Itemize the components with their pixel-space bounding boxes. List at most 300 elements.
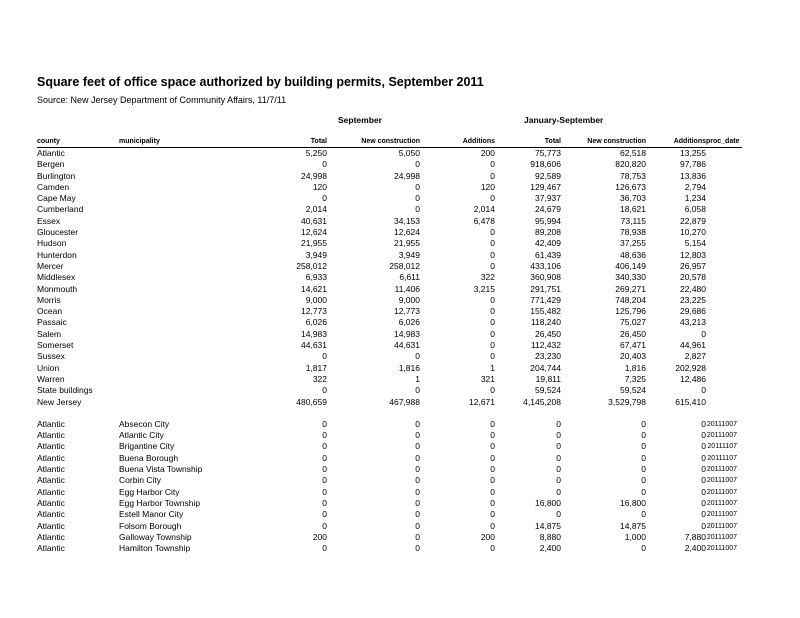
ytd-total-cell: 59,524 — [535, 385, 561, 396]
proc-date-cell — [706, 159, 742, 170]
ytd-new-construction-cell: 36,703 — [620, 193, 646, 204]
sep-new-construction-cell: 0 — [415, 193, 420, 204]
proc-date-cell: 20111007 — [706, 499, 737, 507]
county-cell: Atlantic — [37, 464, 65, 475]
county-row — [37, 317, 742, 328]
sep-total-cell: 14,983 — [301, 328, 327, 339]
ytd-new-construction-cell: 748,204 — [615, 294, 646, 305]
county-cell: Sussex — [37, 351, 65, 362]
municipality-cell — [119, 397, 212, 408]
ytd-additions-cell: 43,213 — [680, 317, 706, 328]
county-row — [37, 261, 742, 272]
county-row — [37, 374, 742, 385]
ytd-additions-cell: 0 — [701, 520, 706, 531]
sep-additions-cell: 120 — [480, 181, 495, 192]
sep-additions-cell: 1 — [490, 362, 495, 373]
ytd-total-cell: 918,606 — [530, 159, 561, 170]
sep-total-cell: 0 — [322, 441, 327, 452]
sep-new-construction-cell: 467,988 — [389, 396, 420, 407]
county-cell: Camden — [37, 181, 70, 192]
sep-new-construction-cell: 0 — [415, 159, 420, 170]
sep-new-construction-cell: 0 — [415, 475, 420, 486]
municipality-cell: Brigantine City — [119, 441, 175, 452]
sep-new-construction-cell: 0 — [415, 497, 420, 508]
sep-total-cell: 200 — [312, 531, 327, 542]
column-header-row — [37, 136, 742, 148]
ytd-total-cell: 129,467 — [530, 181, 561, 192]
sep-new-construction-cell: 9,000 — [398, 294, 420, 305]
county-row — [37, 204, 742, 215]
proc-date-cell: 20111007 — [706, 511, 737, 519]
proc-date-cell — [706, 317, 742, 328]
county-cell: Cumberland — [37, 204, 84, 215]
county-cell: Atlantic — [37, 509, 65, 520]
sep-additions-cell: 0 — [490, 328, 495, 339]
county-cell: Atlantic — [37, 430, 65, 441]
municipality-row — [37, 419, 742, 430]
municipality-row — [37, 509, 742, 520]
ytd-new-construction-cell: 16,800 — [620, 497, 646, 508]
source-note: Source: New Jersey Department of Community Affairs, 11/7/11 — [37, 95, 287, 105]
ytd-new-construction-cell: 340,330 — [615, 272, 646, 283]
sep-total-cell: 0 — [322, 464, 327, 475]
municipality-cell: Hamilton Township — [119, 543, 191, 554]
ytd-new-construction-cell: 26,450 — [620, 328, 646, 339]
sep-total-cell: 5,250 — [305, 148, 327, 158]
ytd-additions-cell: 22,879 — [680, 215, 706, 226]
ytd-total-cell: 771,429 — [530, 294, 561, 305]
col-sep-additions: Additions — [420, 136, 495, 148]
sep-new-construction-cell: 12,624 — [394, 227, 420, 238]
county-row — [37, 284, 742, 295]
ytd-new-construction-cell: 125,796 — [615, 306, 646, 317]
proc-date-cell — [706, 363, 742, 374]
ytd-additions-cell: 2,400 — [684, 543, 706, 554]
ytd-new-construction-cell: 0 — [641, 509, 646, 520]
ytd-total-cell: 14,875 — [535, 520, 561, 531]
sep-total-cell: 258,012 — [296, 260, 327, 271]
ytd-additions-cell: 6,058 — [684, 204, 706, 215]
sep-new-construction-cell: 6,611 — [399, 272, 420, 283]
ytd-total-cell: 2,400 — [539, 543, 561, 554]
ytd-total-cell: 92,589 — [535, 170, 561, 181]
proc-date-cell: 20111007 — [706, 420, 737, 428]
sep-total-cell: 0 — [322, 486, 327, 497]
ytd-total-cell: 42,409 — [535, 238, 561, 249]
proc-date-cell — [706, 193, 742, 204]
ytd-additions-cell: 44,961 — [680, 340, 706, 351]
ytd-total-cell: 0 — [556, 464, 561, 475]
ytd-total-cell: 37,937 — [535, 193, 561, 204]
sep-new-construction-cell: 1 — [415, 373, 420, 384]
county-cell: Warren — [37, 373, 65, 384]
ytd-additions-cell: 97,786 — [680, 159, 706, 170]
municipality-cell — [119, 374, 212, 385]
municipality-cell — [119, 317, 212, 328]
sep-additions-cell: 0 — [490, 475, 495, 486]
sep-new-construction-cell: 0 — [415, 543, 420, 554]
municipality-row — [37, 464, 742, 475]
sep-total-cell: 480,659 — [296, 396, 327, 407]
proc-date-cell — [706, 272, 742, 283]
county-cell: Hunterdon — [37, 249, 77, 260]
sep-total-cell: 0 — [322, 351, 327, 362]
ytd-additions-cell: 2,794 — [684, 181, 706, 192]
sep-new-construction-cell: 258,012 — [389, 260, 420, 271]
county-row — [37, 306, 742, 317]
proc-date-cell — [706, 227, 742, 238]
sep-total-cell: 0 — [322, 430, 327, 441]
ytd-new-construction-cell: 67,471 — [620, 340, 646, 351]
municipality-cell: Egg Harbor City — [119, 486, 180, 497]
county-cell: Atlantic — [37, 531, 65, 542]
municipality-cell: Corbin City — [119, 475, 162, 486]
municipality-cell — [119, 182, 212, 193]
proc-date-cell: 20111107 — [707, 454, 737, 462]
county-cell: Atlantic — [37, 452, 65, 463]
ytd-total-cell: 360,908 — [530, 272, 561, 283]
proc-date-cell — [706, 148, 742, 160]
proc-date-cell — [706, 204, 742, 215]
ytd-total-cell: 24,679 — [535, 204, 561, 215]
county-cell: State buildings — [37, 385, 93, 396]
county-cell: Bergen — [37, 159, 65, 170]
sep-total-cell: 0 — [322, 543, 327, 554]
proc-date-cell — [706, 329, 742, 340]
municipality-cell — [119, 250, 212, 261]
sep-additions-cell: 321 — [480, 373, 495, 384]
county-row — [37, 250, 742, 261]
sep-total-cell: 1,817 — [305, 362, 327, 373]
ytd-total-cell: 8,880 — [539, 531, 561, 542]
ytd-total-cell: 155,482 — [530, 306, 561, 317]
county-cell: Passaic — [37, 317, 67, 328]
september-group-header: September — [338, 115, 382, 125]
sep-new-construction-cell: 6,026 — [398, 317, 420, 328]
municipality-cell — [119, 295, 212, 306]
county-cell: Middlesex — [37, 272, 76, 283]
county-row — [37, 193, 742, 204]
proc-date-cell: 20111007 — [706, 545, 737, 553]
ytd-new-construction-cell: 62,518 — [620, 148, 646, 158]
sep-additions-cell: 0 — [490, 351, 495, 362]
ytd-new-construction-cell: 0 — [641, 418, 646, 429]
ytd-group-header: January-September — [524, 115, 604, 125]
sep-new-construction-cell: 34,153 — [394, 215, 420, 226]
sep-additions-cell: 0 — [490, 430, 495, 441]
municipality-cell — [119, 385, 212, 396]
municipality-cell — [119, 329, 212, 340]
ytd-additions-cell: 7,880 — [684, 531, 706, 542]
sep-new-construction-cell: 0 — [415, 204, 420, 215]
ytd-total-cell: 95,994 — [535, 215, 561, 226]
sep-new-construction-cell: 0 — [415, 464, 420, 475]
ytd-new-construction-cell: 59,524 — [620, 385, 646, 396]
sep-new-construction-cell: 21,955 — [394, 238, 420, 249]
sep-new-construction-cell: 11,406 — [394, 283, 420, 294]
municipality-cell — [119, 227, 212, 238]
sep-total-cell: 9,000 — [305, 294, 327, 305]
county-cell: Atlantic — [37, 475, 65, 486]
sep-additions-cell: 0 — [490, 260, 495, 271]
sep-additions-cell: 12,671 — [469, 396, 495, 407]
ytd-total-cell: 61,439 — [535, 249, 561, 260]
sep-additions-cell: 0 — [490, 249, 495, 260]
county-row — [37, 385, 742, 396]
sep-total-cell: 3,949 — [305, 249, 327, 260]
sep-total-cell: 0 — [322, 509, 327, 520]
county-cell: Gloucester — [37, 227, 79, 238]
ytd-total-cell: 433,106 — [530, 260, 561, 271]
sep-new-construction-cell: 0 — [415, 509, 420, 520]
col-sep-total: Total — [212, 136, 327, 148]
sep-additions-cell: 0 — [490, 193, 495, 204]
ytd-additions-cell: 202,928 — [675, 362, 706, 373]
ytd-new-construction-cell: 37,255 — [620, 238, 646, 249]
proc-date-cell — [706, 250, 742, 261]
section-spacer — [37, 408, 742, 419]
sep-additions-cell: 322 — [480, 272, 495, 283]
proc-date-cell — [706, 261, 742, 272]
sep-new-construction-cell: 0 — [415, 452, 420, 463]
sep-total-cell: 24,998 — [301, 170, 327, 181]
sep-total-cell: 0 — [322, 418, 327, 429]
sep-new-construction-cell: 24,998 — [394, 170, 420, 181]
municipality-row — [37, 543, 742, 554]
sep-additions-cell: 200 — [480, 148, 495, 158]
ytd-additions-cell: 10,270 — [680, 227, 706, 238]
sep-additions-cell: 0 — [490, 306, 495, 317]
county-cell: Morris — [37, 294, 61, 305]
county-row — [37, 351, 742, 362]
county-row — [37, 238, 742, 249]
ytd-new-construction-cell: 1,816 — [624, 362, 646, 373]
ytd-new-construction-cell: 820,820 — [615, 159, 646, 170]
municipality-cell — [119, 363, 212, 374]
sep-additions-cell: 0 — [490, 227, 495, 238]
sep-new-construction-cell: 12,773 — [394, 306, 420, 317]
municipality-cell: Buena Vista Township — [119, 464, 203, 475]
sep-additions-cell: 0 — [490, 441, 495, 452]
ytd-total-cell: 204,744 — [530, 362, 561, 373]
ytd-total-cell: 26,450 — [535, 328, 561, 339]
municipality-cell — [119, 159, 212, 170]
ytd-total-cell: 16,800 — [535, 497, 561, 508]
col-county: county — [37, 136, 119, 148]
ytd-new-construction-cell: 0 — [641, 475, 646, 486]
ytd-new-construction-cell: 7,325 — [624, 373, 646, 384]
municipality-cell — [119, 284, 212, 295]
permits-table — [37, 136, 742, 554]
ytd-total-cell: 0 — [556, 441, 561, 452]
sep-additions-cell: 0 — [490, 159, 495, 170]
sep-new-construction-cell: 1,816 — [398, 362, 420, 373]
ytd-new-construction-cell: 126,673 — [615, 181, 646, 192]
ytd-additions-cell: 0 — [701, 464, 706, 475]
ytd-new-construction-cell: 78,938 — [620, 227, 646, 238]
ytd-new-construction-cell: 18,621 — [620, 204, 646, 215]
county-row — [37, 148, 742, 160]
sep-new-construction-cell: 0 — [415, 531, 420, 542]
sep-total-cell: 0 — [322, 193, 327, 204]
county-cell: Essex — [37, 215, 61, 226]
proc-date-cell: 20111107 — [707, 443, 737, 451]
sep-additions-cell: 0 — [490, 385, 495, 396]
municipality-cell — [119, 261, 212, 272]
proc-date-cell: 20111007 — [706, 466, 737, 474]
sep-additions-cell: 0 — [490, 238, 495, 249]
ytd-additions-cell: 26,957 — [680, 260, 706, 271]
sep-additions-cell: 0 — [490, 452, 495, 463]
ytd-new-construction-cell: 48,636 — [620, 249, 646, 260]
sep-additions-cell: 0 — [490, 170, 495, 181]
ytd-new-construction-cell: 0 — [641, 452, 646, 463]
sep-new-construction-cell: 0 — [415, 351, 420, 362]
ytd-additions-cell: 12,486 — [680, 373, 706, 384]
proc-date-cell: 20111007 — [706, 522, 737, 530]
county-cell: Atlantic — [37, 543, 65, 554]
sep-total-cell: 6,026 — [305, 317, 327, 328]
proc-date-cell: 20111007 — [706, 477, 737, 485]
ytd-additions-cell: 12,803 — [680, 249, 706, 260]
municipality-cell: Galloway Township — [119, 531, 192, 542]
sep-total-cell: 12,624 — [301, 227, 327, 238]
sep-additions-cell: 0 — [490, 418, 495, 429]
municipality-cell — [119, 272, 212, 283]
municipality-cell — [119, 238, 212, 249]
municipality-cell — [119, 351, 212, 362]
county-row — [37, 159, 742, 170]
col-ytd-new-construction: New construction — [561, 136, 646, 148]
sep-total-cell: 2,014 — [305, 204, 327, 215]
ytd-additions-cell: 0 — [701, 486, 706, 497]
ytd-additions-cell: 0 — [701, 385, 706, 396]
proc-date-cell — [706, 284, 742, 295]
ytd-additions-cell: 0 — [701, 441, 706, 452]
ytd-total-cell: 0 — [556, 430, 561, 441]
municipality-row — [37, 498, 742, 509]
ytd-total-cell: 118,240 — [530, 317, 561, 328]
sep-total-cell: 21,955 — [301, 238, 327, 249]
sep-additions-cell: 0 — [490, 294, 495, 305]
sep-additions-cell: 0 — [490, 509, 495, 520]
municipality-row — [37, 475, 742, 486]
county-cell: Hudson — [37, 238, 67, 249]
ytd-total-cell: 0 — [556, 452, 561, 463]
county-cell: Atlantic — [37, 418, 65, 429]
sep-total-cell: 0 — [322, 520, 327, 531]
municipality-row — [37, 441, 742, 452]
ytd-total-cell: 0 — [556, 418, 561, 429]
ytd-additions-cell: 0 — [701, 418, 706, 429]
proc-date-cell: 20111007 — [706, 533, 737, 541]
municipality-row — [37, 453, 742, 464]
ytd-additions-cell: 29,686 — [680, 306, 706, 317]
ytd-additions-cell: 0 — [701, 497, 706, 508]
proc-date-cell — [706, 216, 742, 227]
county-cell: New Jersey — [37, 396, 82, 407]
county-row — [37, 329, 742, 340]
proc-date-cell — [706, 397, 742, 408]
ytd-new-construction-cell: 78,753 — [620, 170, 646, 181]
col-municipality: municipality — [119, 136, 212, 148]
municipality-row — [37, 521, 742, 532]
ytd-new-construction-cell: 0 — [641, 486, 646, 497]
ytd-new-construction-cell: 14,875 — [620, 520, 646, 531]
sep-additions-cell: 200 — [480, 531, 495, 542]
ytd-new-construction-cell: 20,403 — [620, 351, 646, 362]
sep-total-cell: 44,631 — [301, 340, 327, 351]
sep-total-cell: 40,631 — [301, 215, 327, 226]
county-row — [37, 182, 742, 193]
municipality-row — [37, 487, 742, 498]
sep-total-cell: 322 — [312, 373, 327, 384]
county-cell: Atlantic — [37, 497, 65, 508]
sep-total-cell: 0 — [322, 475, 327, 486]
ytd-additions-cell: 22,480 — [680, 283, 706, 294]
ytd-new-construction-cell: 73,115 — [620, 215, 646, 226]
sep-new-construction-cell: 0 — [415, 441, 420, 452]
sep-new-construction-cell: 3,949 — [398, 249, 420, 260]
sep-new-construction-cell: 0 — [415, 430, 420, 441]
sep-total-cell: 14,621 — [301, 283, 327, 294]
ytd-new-construction-cell: 1,000 — [624, 531, 646, 542]
county-cell: Atlantic — [37, 441, 65, 452]
county-row — [37, 295, 742, 306]
county-cell: Somerset — [37, 340, 74, 351]
ytd-new-construction-cell: 0 — [641, 464, 646, 475]
sep-new-construction-cell: 14,983 — [394, 328, 420, 339]
municipality-cell — [119, 171, 212, 182]
ytd-additions-cell: 0 — [701, 328, 706, 339]
municipality-cell: Estell Manor City — [119, 509, 184, 520]
sep-additions-cell: 0 — [490, 543, 495, 554]
proc-date-cell: 20111007 — [706, 432, 737, 440]
municipality-cell — [119, 306, 212, 317]
ytd-additions-cell: 0 — [701, 430, 706, 441]
proc-date-cell — [706, 295, 742, 306]
ytd-total-cell: 291,751 — [530, 283, 561, 294]
county-row — [37, 340, 742, 351]
col-sep-new-construction: New construction — [327, 136, 420, 148]
ytd-additions-cell: 0 — [701, 509, 706, 520]
sep-additions-cell: 0 — [490, 340, 495, 351]
municipality-cell: Egg Harbor Township — [119, 497, 201, 508]
sep-new-construction-cell: 0 — [415, 418, 420, 429]
county-cell: Salem — [37, 328, 62, 339]
proc-date-cell — [706, 385, 742, 396]
sep-total-cell: 0 — [322, 497, 327, 508]
proc-date-cell — [706, 171, 742, 182]
sep-additions-cell: 0 — [490, 497, 495, 508]
ytd-additions-cell: 20,578 — [680, 272, 706, 283]
ytd-total-cell: 0 — [556, 509, 561, 520]
ytd-additions-cell: 1,234 — [684, 193, 706, 204]
county-cell: Mercer — [37, 260, 64, 271]
sep-total-cell: 0 — [322, 159, 327, 170]
sep-new-construction-cell: 0 — [415, 486, 420, 497]
sep-additions-cell: 0 — [490, 464, 495, 475]
ytd-total-cell: 19,811 — [535, 373, 561, 384]
ytd-total-cell: 23,230 — [535, 351, 561, 362]
county-cell: Cape May — [37, 193, 76, 204]
proc-date-cell — [706, 306, 742, 317]
municipality-cell: Folsom Borough — [119, 520, 182, 531]
sep-new-construction-cell: 44,631 — [394, 340, 420, 351]
county-cell: Ocean — [37, 306, 63, 317]
ytd-additions-cell: 23,225 — [680, 294, 706, 305]
municipality-cell — [119, 148, 212, 160]
